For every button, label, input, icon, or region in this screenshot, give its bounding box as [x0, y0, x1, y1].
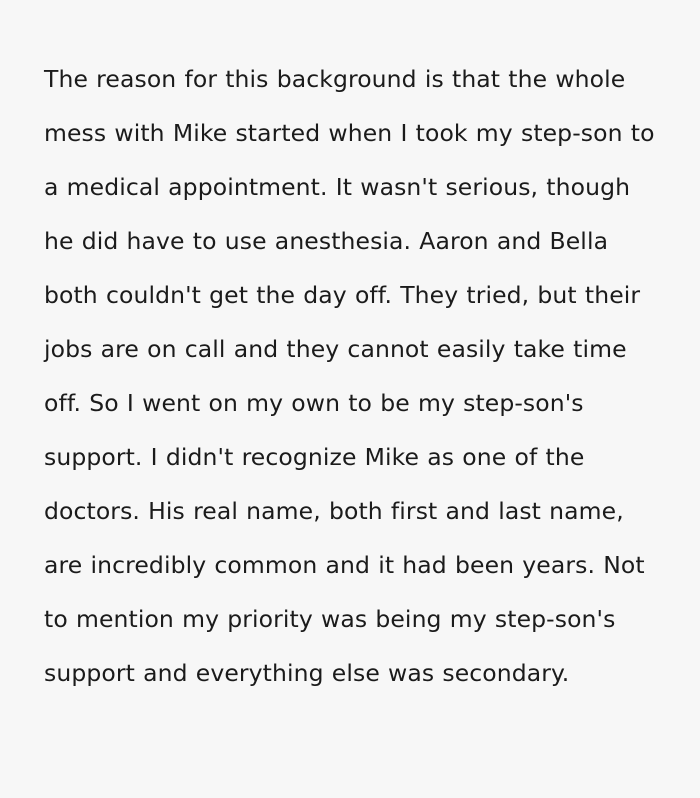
- story-paragraph: The reason for this background is that the whole mess with Mike started when I took my step-son to a medical appointment. It wasn't serious, though he did have to use anesthesia. Aaron and Bella both couldn't get the day off. They tried, but their jobs are on call and they cannot easily take time off. So I went on my own to be my step-son's support. I didn't recognize Mike as one of the doctors. His real name, both first and last name, are incredibly common and it had been years. Not to mention my priority was being my step-son's support and everything else was secondary.: [44, 64, 663, 687]
